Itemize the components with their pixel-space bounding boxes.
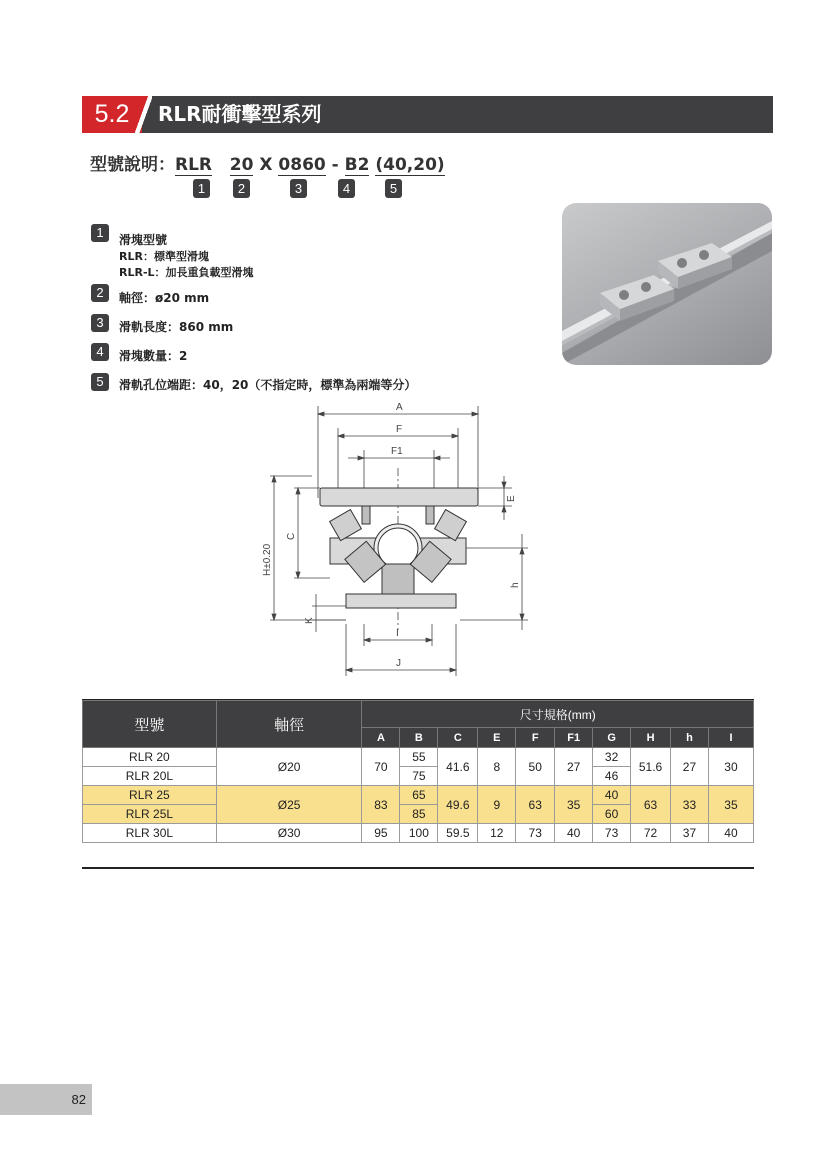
cell-h: 63 — [631, 786, 671, 824]
col-header-h: H — [631, 728, 671, 748]
dim-label-j: J — [396, 658, 401, 669]
col-header-a: A — [362, 728, 400, 748]
item-text-5: 滑軌孔位端距：40，20（不指定時，標準為兩端等分） — [119, 378, 417, 392]
cell-f: 63 — [516, 786, 555, 824]
model-code-sep-dash: - — [331, 155, 339, 175]
model-code-sep-x: X — [259, 155, 273, 175]
item-text-1: 滑塊型號 — [119, 233, 168, 247]
cell-f1: 40 — [555, 824, 593, 843]
col-header-dimensions: 尺寸規格(mm) — [362, 701, 754, 728]
dim-label-h-total: H±0.20 — [262, 543, 273, 576]
col-header-g: G — [593, 728, 631, 748]
col-header-model: 型號 — [83, 701, 217, 748]
cell-h-small: 33 — [671, 786, 709, 824]
table-row — [83, 748, 754, 767]
cell-f1: 35 — [555, 786, 593, 824]
cell-g: 40 — [593, 786, 631, 805]
item-badge-4: 4 — [91, 343, 109, 361]
dim-label-e: E — [506, 495, 517, 502]
cell-b: 65 — [400, 786, 438, 805]
cell-h-small: 27 — [671, 748, 709, 786]
model-code-badge-5: 5 — [385, 179, 402, 198]
cell-b: 100 — [400, 824, 438, 843]
section-number: 5.2 — [82, 96, 142, 133]
model-code-part-length: 0860 — [278, 155, 326, 175]
col-header-i: I — [708, 728, 753, 748]
cell-model: RLR 25 — [83, 786, 217, 805]
cell-b: 85 — [400, 805, 438, 824]
cell-c: 49.6 — [438, 786, 478, 824]
col-header-shaft: 軸徑 — [216, 701, 362, 748]
model-code-badge-2: 2 — [233, 179, 250, 198]
dim-label-c: C — [286, 532, 297, 540]
header-slash-decoration — [134, 96, 152, 133]
cell-c: 59.5 — [438, 824, 478, 843]
dim-label-k: K — [304, 617, 315, 624]
cell-model: RLR 20 — [83, 748, 217, 767]
cell-h: 72 — [631, 824, 671, 843]
model-code-part-qty: B2 — [344, 155, 370, 175]
cross-section-diagram — [250, 398, 560, 688]
item-badge-1: 1 — [91, 224, 109, 242]
cell-g: 32 — [593, 748, 631, 767]
cell-g: 60 — [593, 805, 631, 824]
cell-e: 12 — [478, 824, 516, 843]
cell-b: 55 — [400, 748, 438, 767]
dim-label-h-center: h — [510, 582, 521, 588]
col-header-c: C — [438, 728, 478, 748]
table-row — [83, 824, 754, 843]
cell-g: 46 — [593, 767, 631, 786]
cell-i: 30 — [708, 748, 753, 786]
cell-g: 73 — [593, 824, 631, 843]
section-title: RLR耐衝擊型系列 — [158, 102, 322, 126]
cell-f1: 27 — [555, 748, 593, 786]
model-code-badge-3: 3 — [290, 179, 307, 198]
spec-table — [82, 700, 754, 843]
model-code-part-series: RLR — [175, 155, 213, 175]
col-header-f: F — [516, 728, 555, 748]
cell-e: 9 — [478, 786, 516, 824]
cell-h-small: 37 — [671, 824, 709, 843]
model-code-badge-1: 1 — [193, 179, 210, 198]
item-badge-3: 3 — [91, 314, 109, 332]
product-photo-illustration — [562, 203, 772, 365]
table-row — [83, 786, 754, 805]
cell-a: 95 — [362, 824, 400, 843]
model-code-part-shaft: 20 — [229, 155, 254, 175]
item-badge-5: 5 — [91, 373, 109, 391]
model-code-label: 型號說明： — [90, 155, 175, 175]
col-header-h-small: h — [671, 728, 709, 748]
model-code-badge-4: 4 — [338, 179, 355, 198]
item-text-4: 滑塊數量：2 — [119, 349, 188, 363]
item-badge-2: 2 — [91, 284, 109, 302]
cell-b: 75 — [400, 767, 438, 786]
page-number: 82 — [0, 1084, 92, 1115]
col-header-b: B — [400, 728, 438, 748]
cell-a: 83 — [362, 786, 400, 824]
cell-a: 70 — [362, 748, 400, 786]
item-sub-1b: RLR-L：加長重負載型滑塊 — [119, 266, 254, 279]
dim-label-a: A — [396, 402, 403, 413]
item-text-3: 滑軌長度：860 mm — [119, 320, 234, 334]
model-code-line — [90, 150, 445, 176]
cell-i: 35 — [708, 786, 753, 824]
cell-model: RLR 20L — [83, 767, 217, 786]
cell-e: 8 — [478, 748, 516, 786]
table-bottom-rule — [82, 867, 754, 869]
cell-h: 51.6 — [631, 748, 671, 786]
product-photo — [562, 203, 772, 365]
cell-shaft: Ø20 — [216, 748, 362, 786]
cell-shaft: Ø25 — [216, 786, 362, 824]
dim-label-f1: F1 — [391, 446, 403, 457]
cell-model: RLR 30L — [83, 824, 217, 843]
model-code-part-holes: (40,20) — [375, 155, 445, 175]
item-text-2: 軸徑：ø20 mm — [119, 291, 210, 305]
item-sub-1a: RLR：標準型滑塊 — [119, 250, 209, 263]
col-header-f1: F1 — [555, 728, 593, 748]
cell-c: 41.6 — [438, 748, 478, 786]
cell-f: 73 — [516, 824, 555, 843]
dim-label-i: I — [396, 628, 399, 639]
dim-label-f: F — [396, 424, 403, 435]
cell-shaft: Ø30 — [216, 824, 362, 843]
cell-f: 50 — [516, 748, 555, 786]
col-header-e: E — [478, 728, 516, 748]
cell-model: RLR 25L — [83, 805, 217, 824]
cell-i: 40 — [708, 824, 753, 843]
